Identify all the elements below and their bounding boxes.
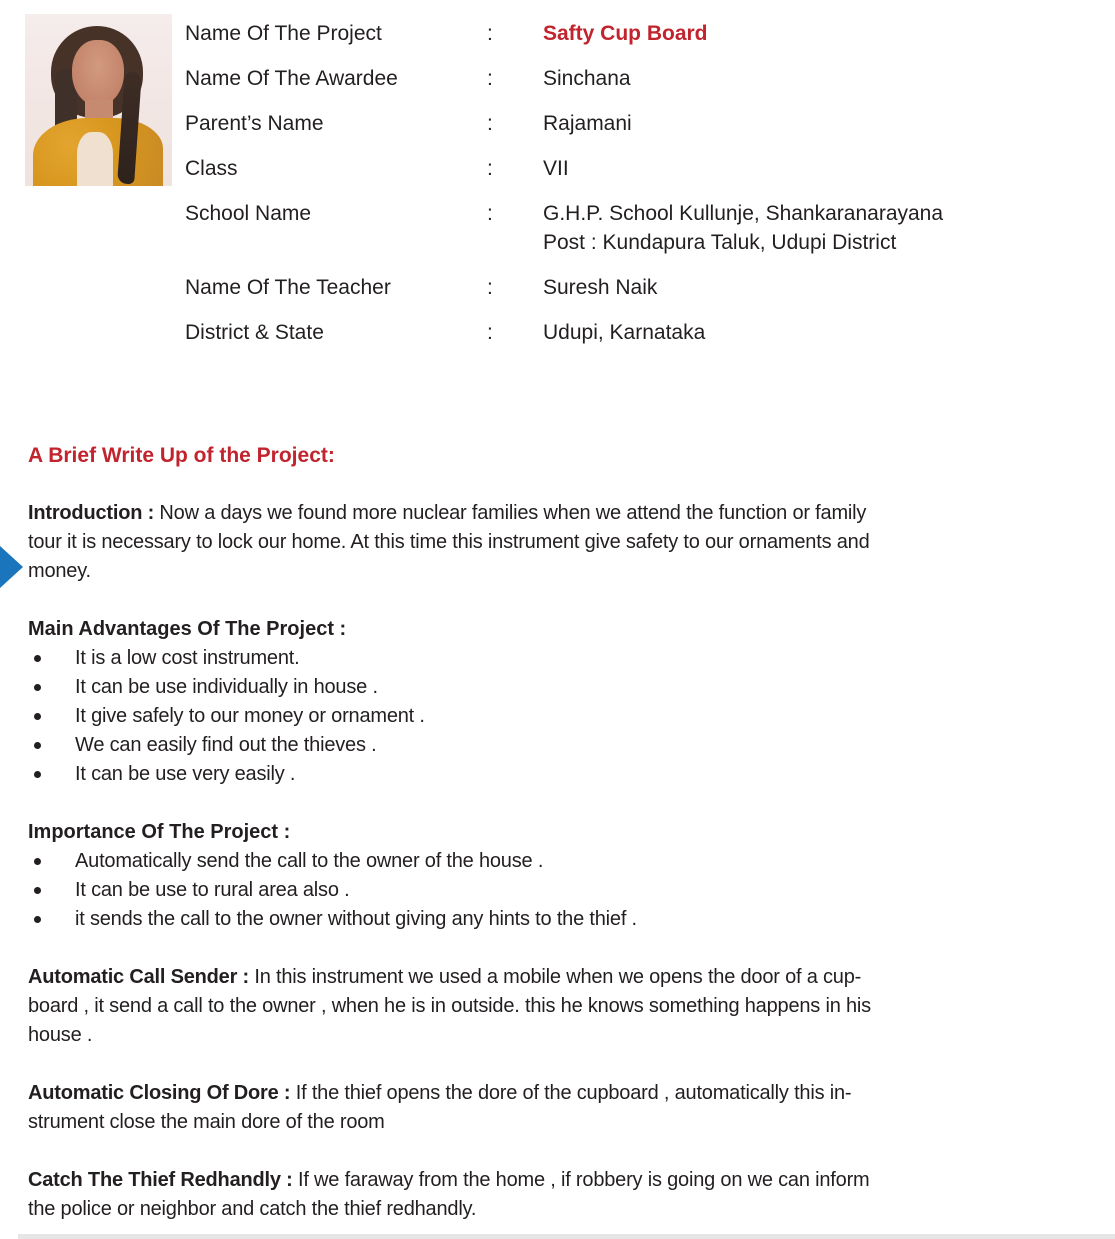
detail-row-district — [185, 318, 1115, 347]
list-item — [28, 760, 1087, 789]
bullet-cell — [28, 760, 75, 789]
list-item-text: Automatically send the call to the owner of the house . — [75, 850, 544, 872]
introduction-paragraph — [28, 499, 1087, 586]
paragraph-line: board , it send a call to the owner , when he is in outside. this he knows something happens in his — [28, 995, 871, 1017]
bullet-cell — [28, 731, 75, 760]
paragraph-line — [28, 1079, 1087, 1108]
call-sender-label: Automatic Call Sender : — [28, 966, 249, 988]
scan-artifact-line — [18, 1234, 1115, 1239]
details-table — [185, 14, 1115, 363]
list-item-text: It can be use to rural area also . — [75, 879, 350, 901]
catch-thief-paragraph — [28, 1166, 1087, 1224]
school-name-line2: Post : Kundapura Taluk, Udupi District — [543, 231, 897, 254]
paragraph-line: the police or neighbor and catch the thief redhandly. — [28, 1198, 477, 1220]
detail-row-awardee — [185, 64, 1115, 93]
detail-row-parent — [185, 109, 1115, 138]
bullet-cell — [28, 702, 75, 731]
detail-row-school — [185, 199, 1115, 257]
teacher-name-value: Suresh Naik — [543, 276, 658, 299]
blue-arrow-decoration — [0, 546, 23, 588]
detail-label: Parent’s Name — [185, 112, 324, 135]
bullet-icon — [34, 887, 41, 894]
list-item-text: It give safely to our money or ornament . — [75, 705, 425, 727]
list-item — [28, 702, 1087, 731]
paragraph-line: house . — [28, 1024, 93, 1046]
paragraph-text: In this instrument we used a mobile when we opens the door of a cup- — [254, 966, 862, 988]
call-sender-paragraph — [28, 963, 1087, 1050]
list-item — [28, 847, 1087, 876]
importance-heading: Importance Of The Project : — [28, 821, 291, 843]
class-value: VII — [543, 157, 569, 180]
bullet-icon — [34, 742, 41, 749]
district-state-value: Udupi, Karnataka — [543, 321, 706, 344]
list-item — [28, 876, 1087, 905]
header-section — [0, 0, 1115, 363]
detail-label: School Name — [185, 202, 312, 225]
parent-name-value: Rajamani — [543, 112, 632, 135]
awardee-photo — [25, 14, 172, 186]
paragraph-line: money. — [28, 560, 91, 582]
bullet-icon — [34, 655, 41, 662]
bullet-icon — [34, 684, 41, 691]
list-item-text: it sends the call to the owner without giving any hints to the thief . — [75, 908, 637, 930]
detail-label: Class — [185, 157, 238, 180]
bullet-cell — [28, 673, 75, 702]
project-name-value: Safty Cup Board — [543, 22, 708, 45]
list-item — [28, 731, 1087, 760]
bullet-icon — [34, 916, 41, 923]
paragraph-line — [28, 963, 1087, 992]
advantages-section — [28, 615, 1087, 789]
list-item-text: It is a low cost instrument. — [75, 647, 300, 669]
detail-separator: : — [487, 112, 493, 135]
detail-separator: : — [487, 67, 493, 90]
bullet-cell — [28, 847, 75, 876]
detail-separator: : — [487, 276, 493, 299]
detail-label: District & State — [185, 321, 324, 344]
photo-dress-shade — [77, 132, 113, 186]
closing-paragraph — [28, 1079, 1087, 1137]
writeup-section — [28, 441, 1087, 1224]
detail-row-teacher — [185, 273, 1115, 302]
list-item — [28, 905, 1087, 934]
photo-face — [72, 40, 124, 106]
bullet-icon — [34, 713, 41, 720]
bullet-icon — [34, 858, 41, 865]
awardee-name-value: Sinchana — [543, 67, 631, 90]
importance-section — [28, 818, 1087, 934]
list-item — [28, 673, 1087, 702]
bullet-cell — [28, 905, 75, 934]
bullet-cell — [28, 876, 75, 905]
detail-label: Name Of The Awardee — [185, 67, 398, 90]
paragraph-text: If we faraway from the home , if robbery is going on we can inform — [297, 1169, 870, 1191]
introduction-label: Introduction : — [28, 502, 155, 524]
list-item-text: We can easily find out the thieves . — [75, 734, 377, 756]
detail-separator: : — [487, 202, 493, 225]
paragraph-line: strument close the main dore of the room — [28, 1111, 385, 1133]
bullet-icon — [34, 771, 41, 778]
paragraph-line — [28, 1166, 1087, 1195]
detail-label: Name Of The Teacher — [185, 276, 391, 299]
list-item — [28, 644, 1087, 673]
detail-label: Name Of The Project — [185, 22, 382, 45]
closing-label: Automatic Closing Of Dore : — [28, 1082, 291, 1104]
paragraph-text: Now a days we found more nuclear families when we attend the function or family — [159, 502, 867, 524]
detail-separator: : — [487, 157, 493, 180]
paragraph-line: tour it is necessary to lock our home. At this time this instrument give safety to our ornaments and — [28, 531, 870, 553]
detail-row-class — [185, 154, 1115, 183]
advantages-heading: Main Advantages Of The Project : — [28, 618, 347, 640]
list-item-text: It can be use very easily . — [75, 763, 296, 785]
school-name-line1: G.H.P. School Kullunje, Shankaranarayana — [543, 202, 944, 225]
detail-separator: : — [487, 321, 493, 344]
school-name-value — [543, 199, 1115, 257]
paragraph-text: If the thief opens the dore of the cupboard , automatically this in- — [295, 1082, 852, 1104]
detail-row-project — [185, 19, 1115, 48]
writeup-heading: A Brief Write Up of the Project: — [28, 444, 335, 467]
detail-separator: : — [487, 22, 493, 45]
list-item-text: It can be use individually in house . — [75, 676, 378, 698]
paragraph-line — [28, 499, 1087, 528]
catch-thief-label: Catch The Thief Redhandly : — [28, 1169, 293, 1191]
bullet-cell — [28, 644, 75, 673]
